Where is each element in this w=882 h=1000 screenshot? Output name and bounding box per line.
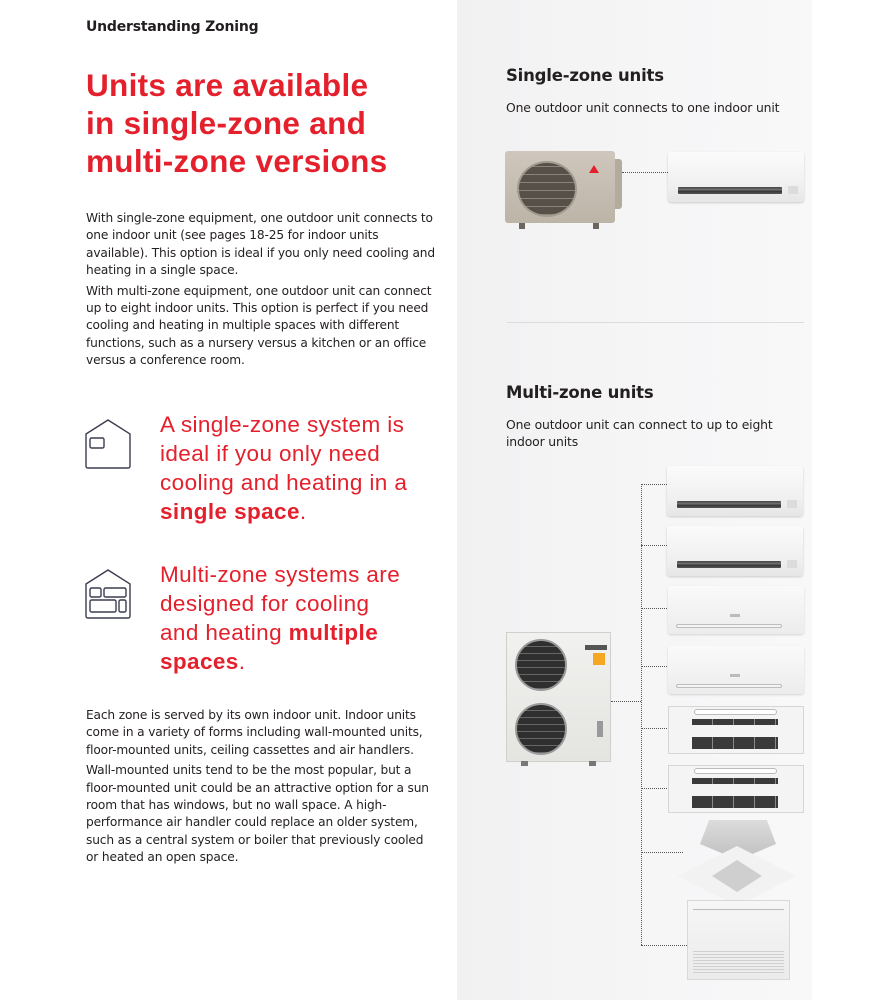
connection-line [641, 545, 667, 546]
fan-grille-icon [517, 161, 577, 217]
headline-line-1: Units are available [86, 67, 369, 103]
indoor-unit-wall-mounted-1 [667, 466, 803, 516]
connection-line [622, 172, 668, 173]
callout-single-zone-text: A single-zone system is ideal if you only need cooling and heating in a single space. [160, 412, 408, 524]
indoor-unit-wall-mounted-4 [668, 646, 804, 694]
house-multi-room-icon [82, 568, 136, 622]
callout-multi-zone-text: Multi-zone systems are designed for cooling and heating multiple spaces. [160, 562, 401, 674]
single-zone-title: Single-zone units [506, 66, 664, 85]
indoor-unit-ceiling-suspended-1 [668, 706, 804, 754]
detail-paragraph-options: Wall-mounted units tend to be the most popular, but a floor-mounted unit could be an attractive option for a sun room that has windows, but no wall space. A high-performance air handler could replace an older system, such as a central system or boiler that previously cooled or heated an open space. [86, 763, 429, 865]
multi-zone-title: Multi-zone units [506, 383, 654, 402]
connection-line [641, 728, 667, 729]
house-single-room-icon [82, 418, 136, 472]
connection-line [641, 484, 667, 485]
intro-paragraph-single-zone: With single-zone equipment, one outdoor unit connects to one indoor unit (see pages 18-25 for indoor units available). This option is ideal if you only need cooling and heating in a single space. [86, 211, 435, 278]
connection-line [641, 945, 687, 946]
callout-emphasis: single space [160, 499, 300, 524]
section-label: Understanding Zoning [86, 19, 259, 35]
headline-line-2: in single-zone and [86, 105, 367, 141]
detail-paragraph-zones: Each zone is served by its own indoor unit. Indoor units come in a variety of forms including wall-mounted units, floor-mounted units, ceiling cassettes and air handlers. [86, 708, 423, 757]
single-zone-subtitle: One outdoor unit connects to one indoor unit [506, 100, 780, 115]
headline [86, 66, 446, 180]
detail-text [86, 707, 438, 870]
certification-badge-icon [593, 653, 605, 665]
single-zone-outdoor-unit-image [505, 151, 622, 229]
connection-line [641, 666, 667, 667]
connection-line [641, 852, 683, 853]
indoor-unit-wall-mounted-2 [667, 526, 803, 576]
connection-trunk-line [641, 484, 642, 945]
indoor-unit-wall-mounted-3 [668, 586, 804, 634]
intro-paragraph-multi-zone: With multi-zone equipment, one outdoor unit can connect up to eight indoor units. This option is perfect if you need cooling and heating in multiple spaces with different functions, such as a nursery versus a kitchen or an office versus a conference room. [86, 283, 432, 368]
indoor-unit-ceiling-cassette [678, 820, 796, 906]
callout-single-zone [82, 410, 430, 526]
callout-multi-zone [82, 560, 410, 676]
callout-emphasis: multiple spaces [160, 620, 379, 674]
indoor-unit-ceiling-suspended-2 [668, 765, 804, 813]
intro-text [86, 210, 438, 373]
connection-line [641, 608, 667, 609]
headline-line-3: multi-zone versions [86, 143, 388, 179]
fan-grille-icon [515, 703, 567, 755]
fan-grille-icon [515, 639, 567, 691]
indoor-unit-floor-mounted [687, 900, 790, 980]
section-divider [507, 322, 804, 323]
multi-zone-outdoor-unit-image [506, 632, 611, 762]
multi-zone-subtitle: One outdoor unit can connect to up to eight indoor units [506, 417, 773, 449]
connection-line [611, 701, 641, 702]
connection-line [641, 788, 667, 789]
single-zone-indoor-unit-image [668, 152, 804, 202]
